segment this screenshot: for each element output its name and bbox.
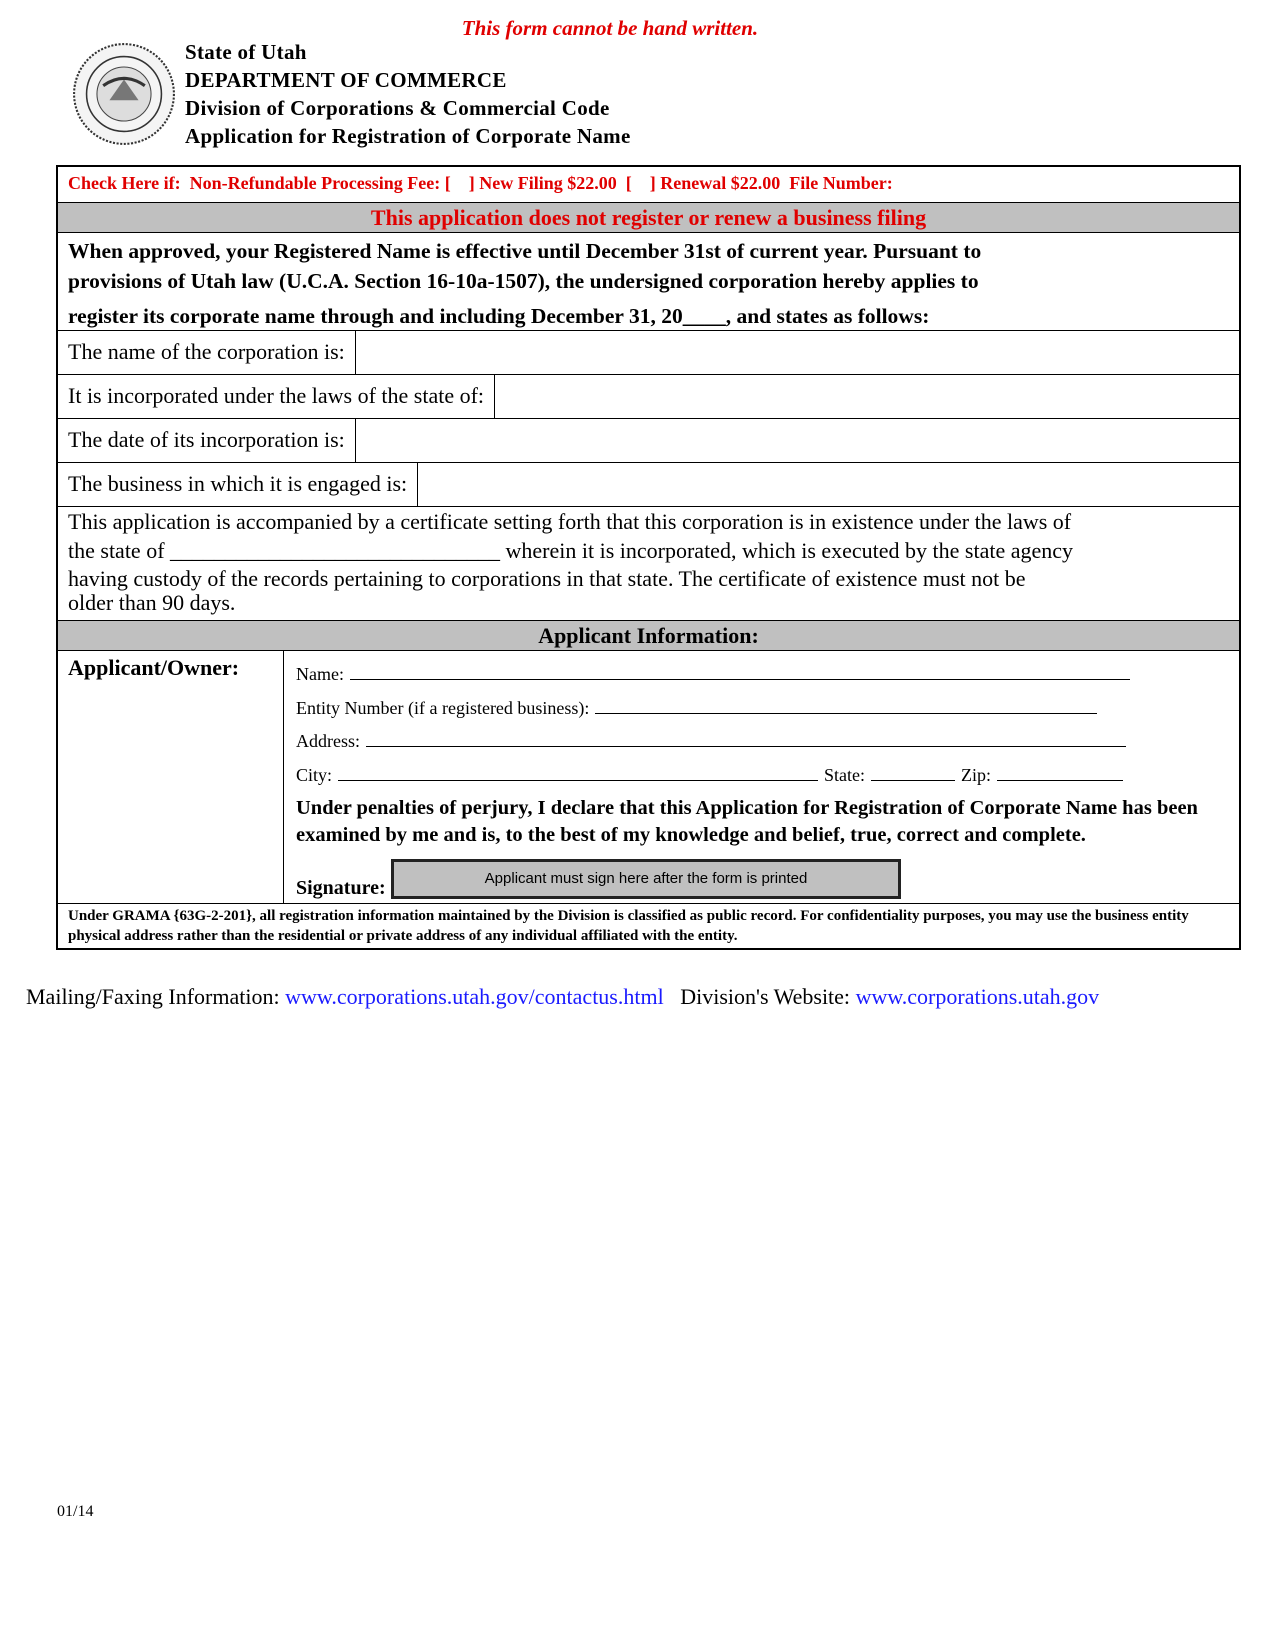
city-input[interactable] (338, 762, 818, 781)
incorporation-state-input[interactable] (495, 375, 1239, 418)
header-state: State of Utah (185, 40, 307, 64)
zip-input[interactable] (997, 762, 1123, 781)
cert-line: the state of ______________________________ wherein it is incorporated, which is executed by the state agency (68, 538, 1074, 563)
incorporation-date-row (58, 419, 1239, 463)
grama-notice: Under GRAMA {63G-2-201}, all registration information maintained by the Division is classified as public record. For confidentiality purposes, you may use the business entity physical address rather than the residential or private address of any individual affiliated with the entity. (68, 908, 1189, 944)
name-label: Name: (296, 664, 344, 684)
entity-number-label: Entity Number (if a registered business): (296, 698, 590, 718)
form-version: 01/14 (57, 1503, 94, 1520)
field-label: The name of the corporation is: (58, 331, 356, 374)
notice-banner: This application does not register or renew a business filing (58, 203, 1239, 233)
field-label: The business in which it is engaged is: (58, 463, 418, 506)
perjury-statement: Under penalties of perjury, I declare that this Application for Registration of Corporate Name has been examined by me and is, to the best of my knowledge and belief, true, correct and complete. (296, 797, 1198, 846)
mailing-label: Mailing/Faxing Information: (26, 984, 280, 1009)
application-form (56, 165, 1241, 950)
applicant-section (58, 651, 1239, 904)
state-input[interactable] (871, 762, 955, 781)
intro-line: provisions of Utah law (U.C.A. Section 16-10a-1507), the undersigned corporation hereby applies to (68, 269, 979, 293)
zip-label: Zip: (961, 765, 992, 785)
incorporation-state-row (58, 375, 1239, 419)
corporation-name-input[interactable] (356, 331, 1239, 374)
cert-line: older than 90 days. (68, 590, 236, 615)
state-label: State: (824, 765, 866, 785)
city-label: City: (296, 765, 333, 785)
cert-line: This application is accompanied by a certificate setting forth that this corporation is in existence under the laws of (68, 509, 1072, 534)
name-input[interactable] (350, 661, 1130, 680)
entity-number-input[interactable] (595, 695, 1097, 714)
applicant-info-heading: Applicant Information: (58, 621, 1239, 651)
intro-line: register its corporate name through and including December 31, 20____, and states as follows: (68, 304, 930, 328)
cert-line: having custody of the records pertaining to corporations in that state. The certificate of existence must not be (68, 566, 1026, 591)
certificate-paragraph (58, 507, 1239, 621)
signature-box[interactable]: Applicant must sign here after the form is printed (391, 859, 901, 899)
website-label: Division's Website: (680, 984, 851, 1009)
contact-link[interactable]: www.corporations.utah.gov/contactus.html (285, 984, 664, 1009)
corporation-name-row (58, 331, 1239, 375)
business-row (58, 463, 1239, 507)
intro-paragraph (58, 233, 1239, 331)
incorporation-date-input[interactable] (356, 419, 1239, 462)
utah-seal-logo (72, 42, 176, 146)
website-link[interactable]: www.corporations.utah.gov (855, 984, 1100, 1009)
field-label: The date of its incorporation is: (58, 419, 356, 462)
address-label: Address: (296, 731, 360, 751)
address-input[interactable] (366, 728, 1126, 747)
applicant-owner-label: Applicant/Owner: (58, 651, 284, 903)
fee-row[interactable]: Check Here if: Non-Refundable Processing Fee: [ ] New Filing $22.00 [ ] Renewal $22.00 File Number: (58, 167, 1239, 203)
intro-line: When approved, your Registered Name is effective until December 31st of current year. Pursuant to (68, 239, 982, 263)
field-label: It is incorporated under the laws of the state of: (58, 375, 495, 418)
handwritten-warning: This form cannot be hand written. (461, 16, 759, 40)
signature-label: Signature: (296, 877, 386, 899)
business-input[interactable] (418, 463, 1239, 506)
footer (26, 984, 1099, 1010)
header-department: DEPARTMENT OF COMMERCE (185, 68, 507, 92)
header-division: Division of Corporations & Commercial Code (185, 96, 610, 120)
header-form-title: Application for Registration of Corporate Name (185, 124, 631, 148)
